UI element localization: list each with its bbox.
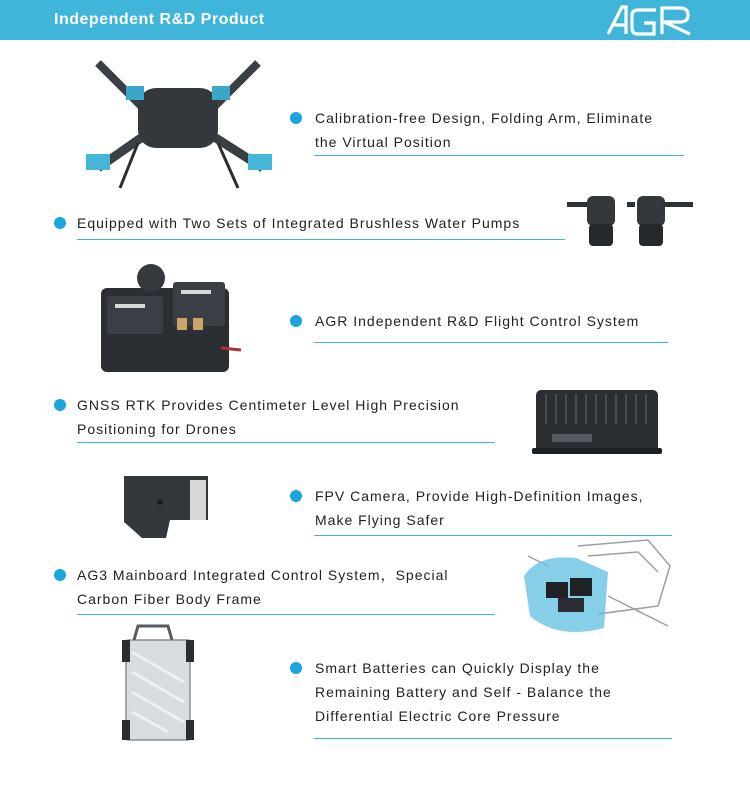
- bullet-dot: [54, 217, 66, 229]
- rtk-module-image: [532, 382, 662, 462]
- feature-text: FPV Camera, Provide High-Definition Images, Make Flying Safer: [315, 488, 644, 528]
- feature-text: Calibration-free Design, Folding Arm, Eliminate the Virtual Position: [315, 110, 654, 150]
- bullet-dot: [54, 569, 66, 581]
- bullet-dot: [54, 399, 66, 411]
- feature-text: Smart Batteries can Quickly Display the Remaining Battery and Self - Balance the Differential Electric Core Pressure: [315, 660, 612, 724]
- agr-logo: [606, 4, 692, 36]
- feature-underline: [314, 155, 684, 156]
- bullet-dot: [290, 315, 302, 327]
- feature-underline: [77, 614, 495, 615]
- drone-arm-image: [78, 58, 280, 190]
- header-bar: [0, 0, 750, 40]
- bullet-dot: [290, 490, 302, 502]
- smart-battery-image: [118, 622, 198, 744]
- header-title: Independent R&D Product: [54, 11, 265, 28]
- feature-underline: [77, 239, 565, 240]
- feature-text: Equipped with Two Sets of Integrated Brushless Water Pumps: [77, 215, 521, 231]
- bullet-dot: [290, 662, 302, 674]
- bullet-dot: [290, 112, 302, 124]
- feature-text: AG3 Mainboard Integrated Control System，Special Carbon Fiber Body Frame: [77, 567, 449, 607]
- fpv-camera-image: [120, 472, 212, 540]
- feature-underline: [77, 442, 495, 443]
- feature-underline: [314, 342, 668, 343]
- feature-underline: [314, 738, 672, 739]
- mainboard-frame-image: [518, 536, 676, 644]
- feature-text: GNSS RTK Provides Centimeter Level High Precision Positioning for Drones: [77, 397, 460, 437]
- flight-control-image: [95, 262, 243, 380]
- water-pumps-image: [565, 190, 697, 250]
- feature-text: AGR Independent R&D Flight Control System: [315, 313, 640, 329]
